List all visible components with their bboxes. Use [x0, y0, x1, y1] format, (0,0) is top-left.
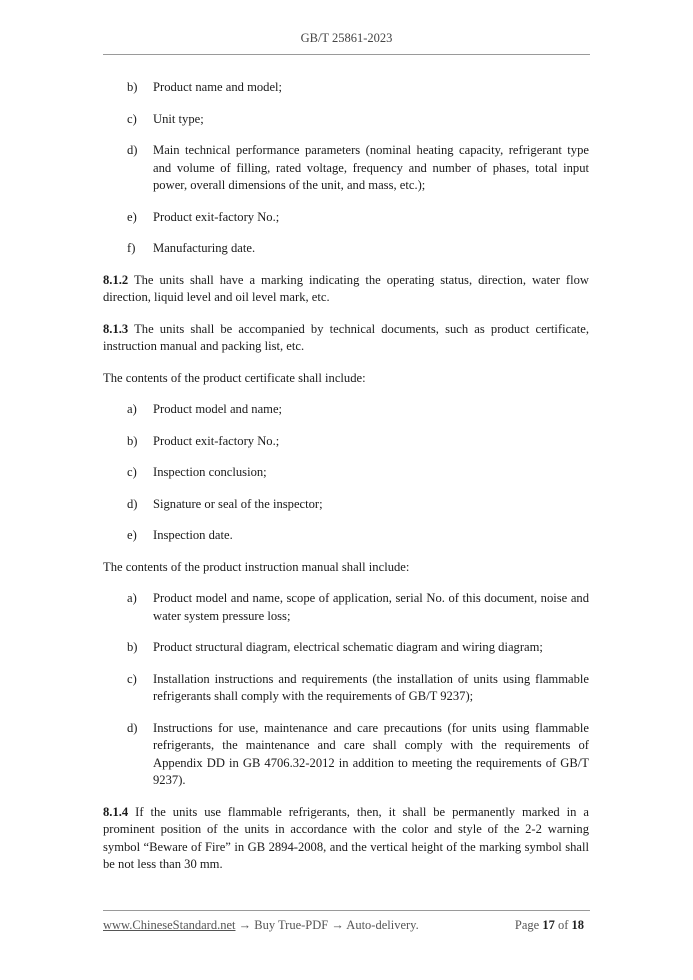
page-current: 17 [542, 918, 555, 932]
list-item [103, 111, 589, 129]
list-marker: f) [127, 241, 136, 255]
page-total: 18 [571, 918, 584, 932]
clause-text: The units shall be accompanied by technical documents, such as product certificate, instruction manual and packing list, etc. [103, 321, 589, 353]
list-text: Main technical performance parameters (nominal heating capacity, refrigerant type and volume of filling, rated voltage, frequency and number of phases, total input power, overall dimensions of the unit, and mass, etc.); [153, 143, 589, 192]
list-text: Instructions for use, maintenance and care precautions (for units using flammable refrigerants, the maintenance and care shall comply with the requirements of Appendix DD in GB 4706.32-2012 in addition to meeting the requirements of GB/T 9237). [153, 720, 589, 787]
list-item [103, 433, 589, 451]
list-marker: d) [127, 496, 138, 511]
list-text: Inspection date. [153, 528, 233, 542]
list-item [103, 209, 589, 227]
list-marker: d) [127, 720, 138, 735]
list-marker: b) [127, 433, 138, 448]
clause-number: 8.1.4 [103, 804, 129, 819]
list-marker: e) [127, 528, 137, 542]
list-text: Product exit-factory No.; [153, 209, 280, 224]
site-link[interactable]: www.ChineseStandard.net [103, 918, 236, 932]
list-item [103, 496, 589, 514]
list-item [103, 464, 589, 482]
page-body [103, 79, 589, 888]
list-label-items [103, 79, 589, 258]
clause-text: The units shall have a marking indicating the operating status, direction, water flow direction, liquid level and oil level mark, etc. [103, 272, 589, 304]
list-marker: b) [127, 80, 138, 94]
promo-text: → Buy True-PDF → Auto-delivery. [235, 918, 419, 932]
page-number: Page 17 of 18 [514, 918, 584, 932]
clause-8-1-2 [103, 272, 589, 307]
list-manual-contents [103, 590, 589, 790]
list-text: Product model and name; [153, 402, 283, 416]
list-certificate-contents [103, 401, 589, 545]
clause-number: 8.1.3 [103, 321, 129, 336]
list-text: Manufacturing date. [153, 241, 256, 255]
list-marker: c) [127, 671, 137, 686]
list-text: Inspection conclusion; [153, 465, 267, 479]
clause-number: 8.1.2 [103, 272, 129, 287]
list-marker: e) [127, 209, 137, 224]
page-footer [103, 918, 590, 933]
header-divider [103, 54, 590, 55]
list-text: Signature or seal of the inspector; [153, 496, 323, 511]
document-number: GB/T 25861-2023 [300, 31, 393, 45]
footer-divider [103, 910, 590, 911]
list-marker: c) [127, 465, 137, 479]
certificate-intro: The contents of the product certificate shall include: [103, 370, 366, 385]
list-item [103, 720, 589, 790]
list-item [103, 240, 589, 258]
list-text: Product exit-factory No.; [153, 433, 280, 448]
list-text: Product model and name, scope of application, serial No. of this document, noise and water system pressure loss; [153, 591, 589, 623]
list-item [103, 79, 589, 97]
page-header [0, 31, 693, 46]
list-item [103, 527, 589, 545]
clause-8-1-4 [103, 804, 589, 874]
list-text: Product structural diagram, electrical schematic diagram and wiring diagram; [153, 640, 543, 654]
list-item [103, 590, 589, 625]
list-item [103, 401, 589, 419]
list-marker: c) [127, 111, 137, 126]
list-marker: b) [127, 640, 138, 654]
list-item [103, 142, 589, 195]
list-marker: a) [127, 402, 137, 416]
list-text: Unit type; [153, 111, 204, 126]
list-item [103, 639, 589, 657]
list-marker: a) [127, 591, 137, 605]
list-text: Product name and model; [153, 80, 283, 94]
list-text: Installation instructions and requirements (the installation of units using flammable refrigerants shall comply with the requirements of GB/T 9237); [153, 671, 589, 703]
list-item [103, 671, 589, 706]
clause-8-1-3 [103, 321, 589, 356]
manual-intro: The contents of the product instruction manual shall include: [103, 559, 410, 574]
list-marker: d) [127, 143, 138, 157]
footer-promo [103, 918, 419, 932]
clause-text: If the units use flammable refrigerants, then, it shall be permanently marked in a prominent position of the units in accordance with the color and style of the 2-2 warning symbol “Beware of Fire” in GB 2894-2008, and the vertical height of the marking symbol shall be not less than 30 mm. [103, 804, 589, 871]
